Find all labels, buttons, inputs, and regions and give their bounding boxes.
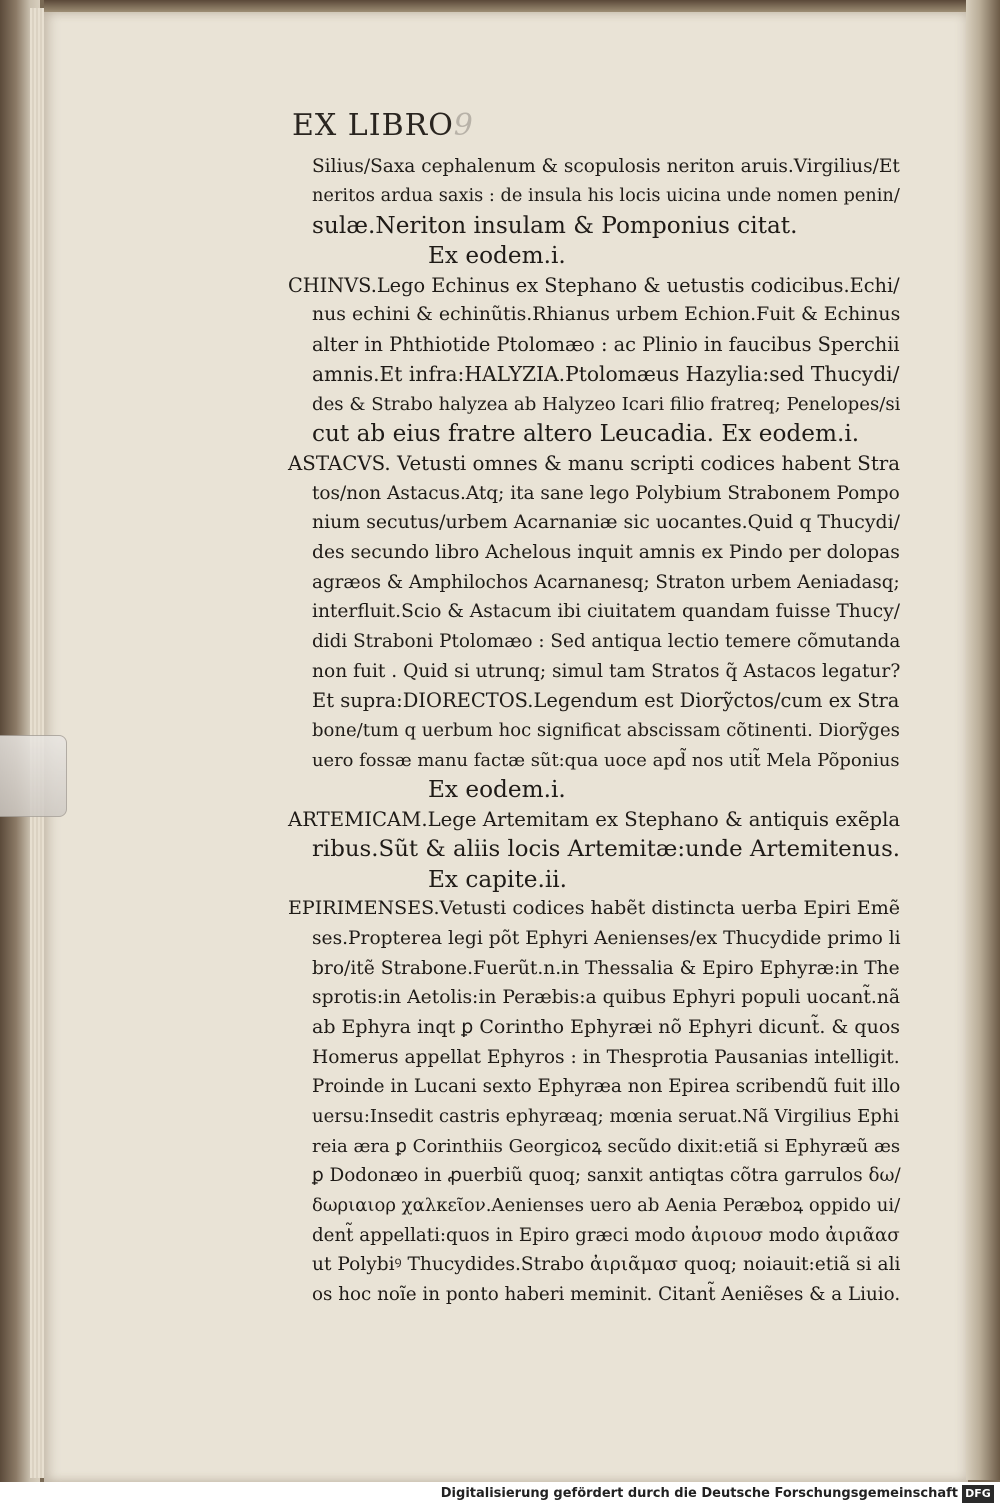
running-head: [292, 108, 474, 143]
text-line: agræos & Amphilochos Acarnanesq; Straton urbem Aeniadasq;: [312, 571, 900, 593]
text-line: ses.Propterea legi põt Ephyri Aenienses/ex Thucydide primo li: [312, 927, 901, 949]
text-line: nus echini & echinũtis.Rhianus urbem Echion.Fuit & Echinus: [312, 303, 901, 326]
text-line: Et supra:DIORECTOS.Legendum est Diorỹctos/cum ex Stra: [312, 689, 900, 713]
running-head-title: EX LIBRO: [292, 108, 454, 143]
folio-mark: 9: [453, 108, 474, 143]
text-line: neritos ardua saxis : de insula his locis uicina unde nomen penin/: [312, 185, 900, 206]
text-line: non fuit . Quid si utrunq; simul tam Stratos q̃ Astacos legatur?: [312, 660, 901, 682]
text-line: Proinde in Lucani sexto Ephyræa non Epirea scribendũ fuit illo: [312, 1076, 901, 1098]
text-line: EPIRIMENSES.Vetusti codices habẽt distincta uerba Epiri Emẽ: [288, 897, 901, 920]
text-line: bro/itẽ Strabone.Fuerũt.n.in Thessalia & Epiro Ephyræ:in The: [312, 957, 900, 979]
text-line: didi Straboni Ptolomæo : Sed antiqua lectio temere cõmutanda: [312, 631, 901, 652]
text-block: [288, 152, 900, 1310]
text-line: CHINVS.Lego Echinus ex Stephano & uetustis codicibus.Echi/: [288, 273, 900, 297]
footer-bar: [0, 1482, 1000, 1506]
text-line: uero fossæ manu factæ sũt:qua uoce apd̃ nos utit̃ Mela Põponius: [312, 749, 900, 771]
text-line: amnis.Et infra:HALYZIA.Ptolomæus Hazylia:sed Thucydi/: [312, 361, 900, 386]
text-line: ARTEMICAM.Lege Artemitam ex Stephano & antiquis exẽpla: [288, 808, 901, 832]
text-line: δωριαιορ χαλκεῖον.Aenienses uero ab Aenia Peræboꝝ oppido ui/: [312, 1195, 901, 1217]
page-clip-tab: [0, 735, 67, 817]
text-line: Silius/Saxa cephalenum & scopulosis neriton aruis.Virgilius/Et: [312, 156, 900, 177]
text-line: alter in Phthiotide Ptolomæo : ac Plinio in faucibus Sperchii: [312, 333, 900, 357]
text-line: ASTACVS. Vetusti omnes & manu scripti codices habent Stra: [288, 451, 901, 475]
footer-credit: Digitalisierung gefördert durch die Deutsche Forschungsgemeinschaft: [440, 1486, 958, 1501]
text-line: os hoc noĩe in ponto haberi meminit. Citant̃ Aeniẽses & a Liuio.: [312, 1284, 901, 1306]
text-line: cut ab eius fratre altero Leucadia. Ex eodem.i.: [312, 420, 860, 448]
text-line: sulæ.Neriton insulam & Pomponius citat.: [312, 212, 798, 240]
text-line: des secundo libro Achelous inquit amnis ex Pindo per dolopas: [312, 541, 900, 563]
text-line: dent̃ appellati:quos in Epiro græci modo ἀιριουσ modo ἀιριᾶασ: [312, 1224, 900, 1246]
text-line: ribus.Sũt & aliis locis Artemitæ:unde Artemitenus.: [312, 835, 901, 862]
book-right-edge: [966, 0, 1000, 1480]
section-heading: Ex capite.ii.: [428, 865, 568, 893]
dfg-logo: DFG: [962, 1485, 994, 1503]
section-heading: Ex eodem.i.: [428, 776, 566, 804]
text-line: nium secutus/urbem Acarnaniæ sic uocantes.Quid q Thucydi/: [312, 511, 900, 534]
text-line: des & Strabo halyzea ab Halyzeo Icari filio fratreq; Penelopes/si: [312, 393, 901, 415]
text-line: interfluit.Scio & Astacum ibi ciuitatem quandam fuisse Thucy/: [312, 601, 900, 623]
text-line: Homerus appellat Ephyros : in Thesprotia Pausanias intelligit.: [312, 1046, 900, 1068]
section-heading: Ex eodem.i.: [428, 242, 566, 270]
text-line: tos/non Astacus.Atq; ita sane lego Polybium Strabonem Pompo: [312, 482, 900, 504]
text-line: ut Polybiꝰ Thucydides.Strabo ἀιριᾶμασ quoq; noiauit:etiã si ali: [312, 1254, 901, 1276]
text-line: uersu:Insedit castris ephyræaq; mœnia seruat.Nã Virgilius Ephi: [312, 1106, 900, 1127]
text-line: sprotis:in Aetolis:in Peræbis:a quibus Ephyri populi uocant̃.nã: [312, 987, 901, 1009]
text-line: ꝑ Dodonæo in ꝓuerbiũ quoq; sanxit antiqtas cõtra garrulos δω/: [312, 1165, 901, 1187]
text-line: bone/tum q uerbum hoc significat abscissam cõtinenti. Diorỹges: [312, 720, 900, 742]
text-line: reia æra ꝑ Corinthiis Georgicoꝝ secũdo dixit:etiã si Ephyræũ æs: [312, 1135, 901, 1157]
text-line: ab Ephyra inqt ꝑ Corintho Ephyræi nõ Ephyri dicunt̃. & quos: [312, 1015, 901, 1038]
